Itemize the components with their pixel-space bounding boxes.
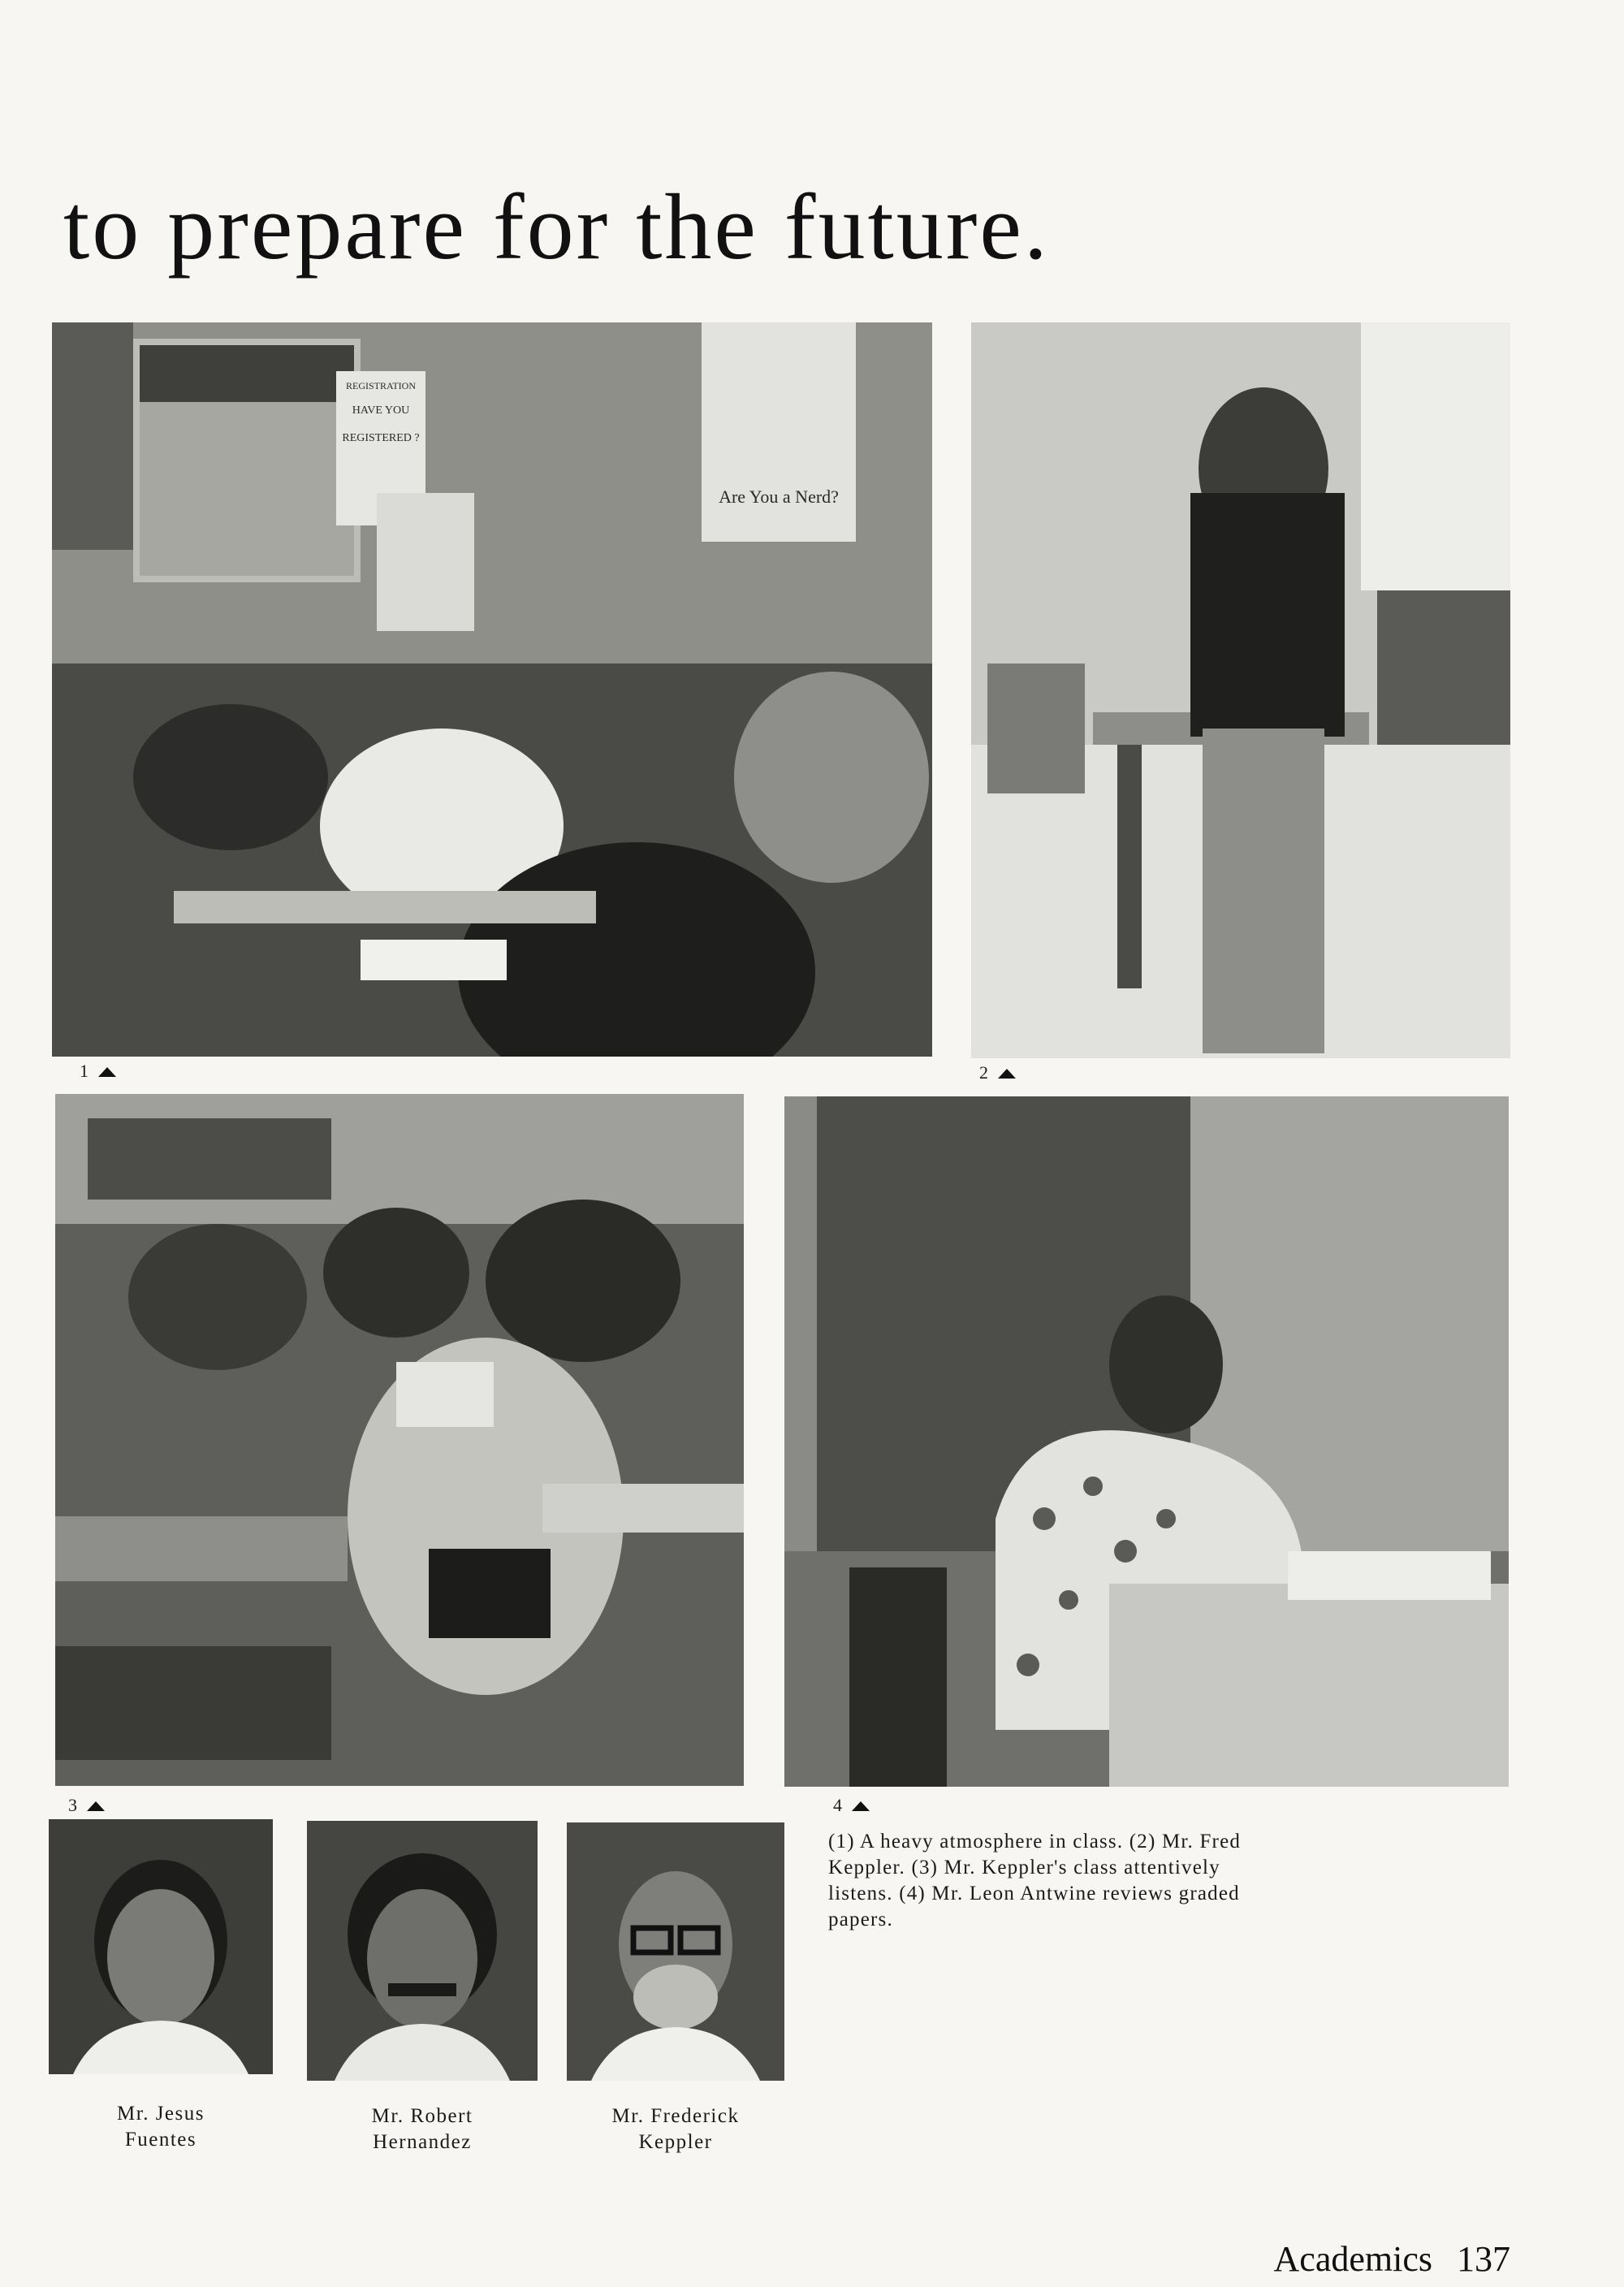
photo-2-teacher-reading: [971, 322, 1510, 1058]
arrow-up-icon: [87, 1801, 105, 1811]
photo-3-class-listening: [55, 1094, 744, 1786]
page-footer: [1274, 2238, 1510, 2280]
name-line: Keppler: [638, 2131, 713, 2153]
name-line: Mr. Frederick: [611, 2105, 740, 2127]
photo-4-teacher-grading: [784, 1096, 1509, 1787]
photo-1-classroom-students-writing: [52, 322, 932, 1057]
page-number: 137: [1457, 2239, 1510, 2279]
arrow-up-icon: [998, 1069, 1016, 1079]
portrait-robert-hernandez: [307, 1821, 538, 2081]
faculty-name-fuentes: [49, 2101, 273, 2153]
arrow-up-icon: [98, 1067, 116, 1077]
page-headline: to prepare for the future.: [63, 175, 1050, 279]
poster-nerd-caption: Are You a Nerd?: [719, 486, 839, 507]
poster-registration-question: HAVE YOU: [352, 404, 410, 417]
name-line: Mr. Robert: [371, 2105, 473, 2127]
name-line: Mr. Jesus: [117, 2103, 205, 2125]
figure-4-label: [833, 1795, 870, 1816]
poster-registration-title: REGISTRATION: [346, 380, 416, 391]
faculty-name-keppler: [567, 2103, 784, 2155]
name-line: Hernandez: [373, 2131, 472, 2153]
arrow-up-icon: [852, 1801, 870, 1811]
figure-number: 3: [68, 1795, 77, 1815]
figure-number: 4: [833, 1795, 842, 1815]
figure-number: 2: [979, 1062, 988, 1083]
portrait-frederick-keppler: [567, 1822, 784, 2081]
figure-number: 1: [80, 1061, 89, 1081]
photo-caption: (1) A heavy atmosphere in class. (2) Mr. Fred Keppler. (3) Mr. Keppler's class attentively listens. (4) Mr. Leon Antwine reviews graded papers.: [828, 1831, 1242, 1930]
faculty-name-hernandez: [307, 2103, 538, 2155]
figure-3-label: [68, 1795, 105, 1816]
figure-1-label: [80, 1061, 116, 1082]
name-line: Fuentes: [124, 2129, 197, 2151]
figure-2-label: [979, 1062, 1016, 1083]
section-name: Academics: [1273, 2239, 1432, 2279]
portrait-jesus-fuentes: [49, 1819, 273, 2074]
poster-registration-status: REGISTERED ?: [342, 432, 420, 444]
